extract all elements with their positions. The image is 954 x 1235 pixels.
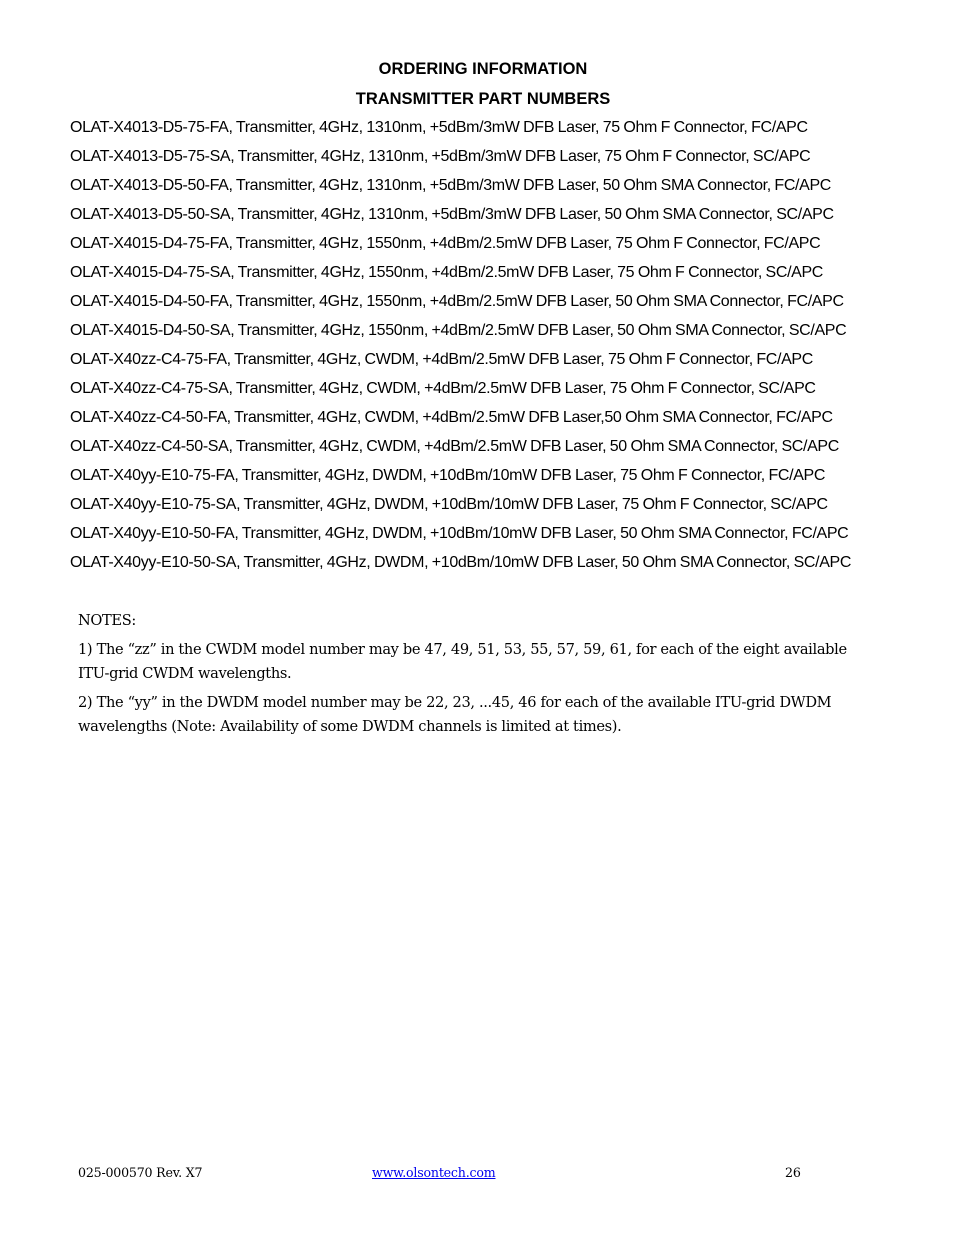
note-item: 1) The “zz” in the CWDM model number may be 47, 49, 51, 53, 55, 57, 59, 61, for each of the eight available ITU-grid CWDM wavelengths. [78,641,847,682]
page-number: 26 [785,1165,801,1180]
part-number-item: OLAT-X4013-D5-75-FA, Transmitter, 4GHz, 1310nm, +5dBm/3mW DFB Laser, 75 Ohm F Connector, FC/APC [70,119,808,136]
part-number-item: OLAT-X40zz-C4-75-SA, Transmitter, 4GHz, CWDM, +4dBm/2.5mW DFB Laser, 75 Ohm F Connector, SC/APC [70,380,816,397]
part-number-item: OLAT-X4015-D4-75-FA, Transmitter, 4GHz, 1550nm, +4dBm/2.5mW DFB Laser, 75 Ohm F Connector, FC/APC [70,235,821,252]
part-number-item: OLAT-X40zz-C4-50-FA, Transmitter, 4GHz, CWDM, +4dBm/2.5mW DFB Laser,50 Ohm SMA Connector, FC/APC [70,409,833,426]
part-number-item: OLAT-X4013-D5-75-SA, Transmitter, 4GHz, 1310nm, +5dBm/3mW DFB Laser, 75 Ohm F Connector, SC/APC [70,148,811,165]
part-number-item: OLAT-X4013-D5-50-FA, Transmitter, 4GHz, 1310nm, +5dBm/3mW DFB Laser, 50 Ohm SMA Connector, FC/APC [70,177,832,194]
part-number-item: OLAT-X4015-D4-75-SA, Transmitter, 4GHz, 1550nm, +4dBm/2.5mW DFB Laser, 75 Ohm F Connector, SC/APC [70,264,824,281]
notes-title: NOTES: [78,612,136,629]
subsection-title: TRANSMITTER PART NUMBERS [355,90,611,108]
part-number-item: OLAT-X4013-D5-50-SA, Transmitter, 4GHz, 1310nm, +5dBm/3mW DFB Laser, 50 Ohm SMA Connector, SC/APC [70,206,834,223]
part-number-item: OLAT-X40zz-C4-75-FA, Transmitter, 4GHz, CWDM, +4dBm/2.5mW DFB Laser, 75 Ohm F Connector, FC/APC [70,351,813,368]
section-title: ORDERING INFORMATION [378,60,588,78]
part-number-list [70,117,950,581]
note-item: 2) The “yy” in the DWDM model number may be 22, 23, ...45, 46 for each of the available ITU-grid DWDM wavelengths (Note: Availability of some DWDM channels is limited at times). [78,694,832,735]
part-number-item: OLAT-X40yy-E10-75-FA, Transmitter, 4GHz, DWDM, +10dBm/10mW DFB Laser, 75 Ohm F Connector, FC/APC [70,467,826,484]
document-id: 025-000570 Rev. X7 [78,1165,203,1180]
notes-section [78,610,878,744]
part-number-item: OLAT-X40zz-C4-50-SA, Transmitter, 4GHz, CWDM, +4dBm/2.5mW DFB Laser, 50 Ohm SMA Connector, SC/APC [70,438,839,455]
part-number-item: OLAT-X4015-D4-50-SA, Transmitter, 4GHz, 1550nm, +4dBm/2.5mW DFB Laser, 50 Ohm SMA Connector, SC/APC [70,322,847,339]
part-number-item: OLAT-X40yy-E10-50-FA, Transmitter, 4GHz, DWDM, +10dBm/10mW DFB Laser, 50 Ohm SMA Connector, FC/APC [70,525,849,542]
part-number-item: OLAT-X4015-D4-50-FA, Transmitter, 4GHz, 1550nm, +4dBm/2.5mW DFB Laser, 50 Ohm SMA Connector, FC/APC [70,293,844,310]
part-number-item: OLAT-X40yy-E10-50-SA, Transmitter, 4GHz, DWDM, +10dBm/10mW DFB Laser, 50 Ohm SMA Connector, SC/APC [70,554,852,571]
website-link[interactable]: www.olsontech.com [372,1165,496,1180]
part-number-item: OLAT-X40yy-E10-75-SA, Transmitter, 4GHz, DWDM, +10dBm/10mW DFB Laser, 75 Ohm F Connector, SC/APC [70,496,828,513]
